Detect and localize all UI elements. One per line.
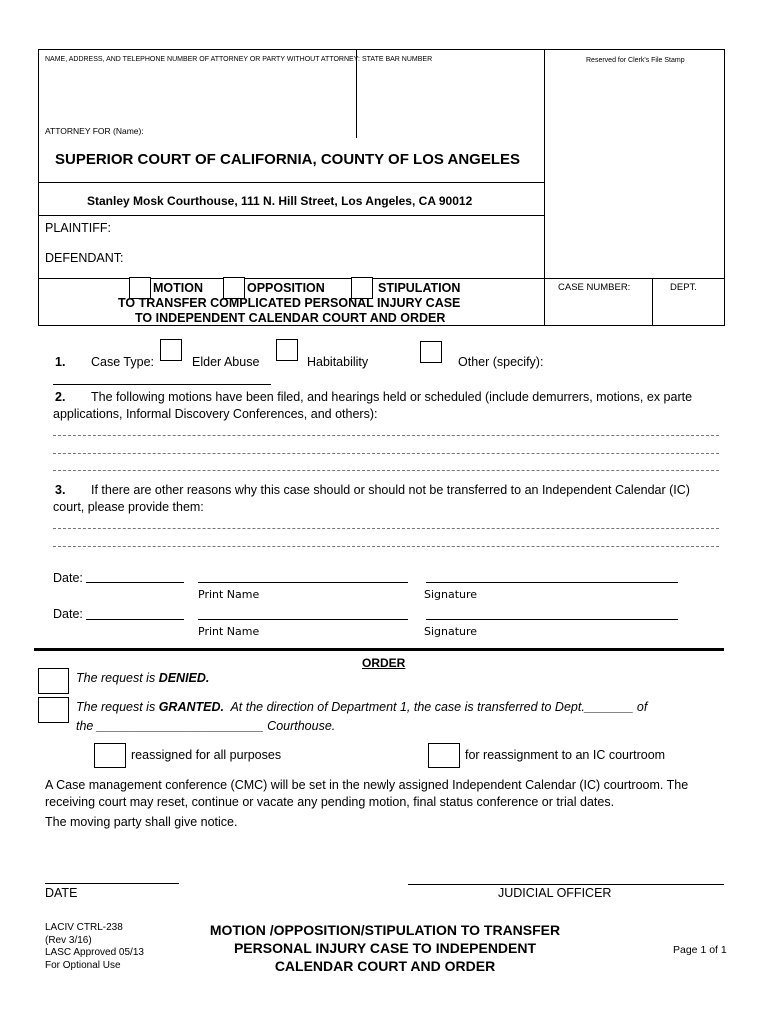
footer-title-line1: MOTION /OPPOSITION/STIPULATION TO TRANSFER — [209, 922, 561, 938]
case-type-label: Case Type: — [91, 355, 155, 369]
judicial-officer-label: JUDICIAL OFFICER — [498, 886, 612, 900]
footer-title — [178, 921, 592, 975]
print-name-line[interactable] — [198, 619, 408, 620]
clerk-stamp-label: Reserved for Clerk's File Stamp — [586, 57, 685, 64]
plaintiff-label: PLAINTIFF: — [45, 221, 111, 235]
granted-text: The request is GRANTED. At the direction of Department 1, the case is transferred to Dept._______ of — [76, 700, 648, 714]
form-info — [45, 922, 144, 972]
item1-number: 1. — [55, 355, 66, 369]
form-rev: (Rev 3/16) — [45, 934, 92, 946]
form-optional: For Optional Use — [45, 959, 121, 971]
cmc-text-line1: A Case management conference (CMC) will be set in the newly assigned Independent Calendar (IC) courtroom. The — [45, 778, 689, 792]
notice-text: The moving party shall give notice. — [45, 815, 238, 829]
order-date-label: DATE — [45, 886, 78, 900]
form-title-line2: TO INDEPENDENT CALENDAR COURT AND ORDER — [135, 311, 446, 325]
date-line[interactable] — [86, 582, 184, 583]
print-name-label: Print Name — [198, 588, 260, 601]
signature-label: Signature — [424, 625, 478, 638]
other-checkbox[interactable] — [420, 341, 442, 363]
state-bar-label: STATE BAR NUMBER — [362, 56, 433, 63]
ic-reassignment-label: for reassignment to an IC courtroom — [465, 748, 666, 762]
item3-number: 3. — [55, 483, 66, 497]
page-number: Page 1 of 1 — [673, 944, 727, 956]
elder-abuse-checkbox[interactable] — [160, 339, 182, 361]
form-title-line1: TO TRANSFER COMPLICATED PERSONAL INJURY CASE — [118, 296, 461, 310]
case-number-label: CASE NUMBER: — [558, 282, 631, 293]
date-label: Date: — [53, 607, 83, 621]
court-title: SUPERIOR COURT OF CALIFORNIA, COUNTY OF LOS ANGELES — [55, 151, 521, 168]
granted-checkbox[interactable] — [38, 697, 69, 723]
item2-answer-line[interactable] — [53, 435, 719, 436]
denied-text: The request is DENIED. — [76, 671, 210, 685]
attorney-for-label: ATTORNEY FOR (Name): — [45, 126, 144, 136]
item2-number: 2. — [55, 390, 66, 404]
item3-text-line2: court, please provide them: — [53, 500, 204, 514]
item2-text-line2: applications, Informal Discovery Conferences, and others): — [53, 407, 378, 421]
item2-text-line1: The following motions have been filed, and hearings held or scheduled (include demurrers, motions, ex parte — [91, 390, 693, 404]
attorney-label: NAME, ADDRESS, AND TELEPHONE NUMBER OF ATTORNEY OR PARTY WITHOUT ATTORNEY: — [45, 56, 360, 63]
form-id: LACIV CTRL-238 — [45, 922, 123, 933]
print-name-label: Print Name — [198, 625, 260, 638]
item3-answer-line[interactable] — [53, 528, 719, 529]
print-name-line[interactable] — [198, 582, 408, 583]
motion-label: MOTION — [153, 281, 203, 295]
date-label: Date: — [53, 571, 83, 585]
item2-answer-line[interactable] — [53, 470, 719, 471]
order-date-line[interactable] — [45, 883, 179, 884]
judicial-officer-line[interactable] — [408, 884, 724, 885]
cmc-text-line2: receiving court may reset, continue or vacate any pending motion, final status conference or trial dates. — [45, 795, 615, 809]
habitability-checkbox[interactable] — [276, 339, 298, 361]
opposition-label: OPPOSITION — [247, 281, 325, 295]
elder-abuse-label: Elder Abuse — [192, 355, 260, 369]
item3-text-line1: If there are other reasons why this case should or should not be transferred to an Independent Calendar (IC) — [91, 483, 690, 497]
order-divider — [34, 648, 724, 651]
stipulation-label: STIPULATION — [378, 281, 461, 295]
signature-line[interactable] — [426, 582, 678, 583]
other-label: Other (specify): — [458, 355, 544, 369]
courthouse-address: Stanley Mosk Courthouse, 111 N. Hill Street, Los Angeles, CA 90012 — [87, 194, 473, 208]
reassigned-label: reassigned for all purposes — [131, 748, 282, 762]
other-specify-line[interactable] — [53, 384, 271, 385]
reassigned-checkbox[interactable] — [94, 743, 126, 768]
ic-reassignment-checkbox[interactable] — [428, 743, 460, 768]
order-heading: ORDER — [362, 656, 406, 670]
form-approved: LASC Approved 05/13 — [45, 947, 144, 958]
item2-answer-line[interactable] — [53, 453, 719, 454]
habitability-label: Habitability — [307, 355, 369, 369]
signature-line[interactable] — [426, 619, 678, 620]
footer-title-line2: PERSONAL INJURY CASE TO INDEPENDENT — [233, 940, 537, 956]
date-line[interactable] — [86, 619, 184, 620]
footer-title-line3: CALENDAR COURT AND ORDER — [274, 958, 496, 974]
item3-answer-line[interactable] — [53, 546, 719, 547]
defendant-label: DEFENDANT: — [45, 251, 124, 265]
denied-checkbox[interactable] — [38, 668, 69, 694]
dept-label: DEPT. — [670, 282, 697, 293]
courthouse-line: the ________________________ Courthouse. — [76, 719, 336, 733]
signature-label: Signature — [424, 588, 478, 601]
